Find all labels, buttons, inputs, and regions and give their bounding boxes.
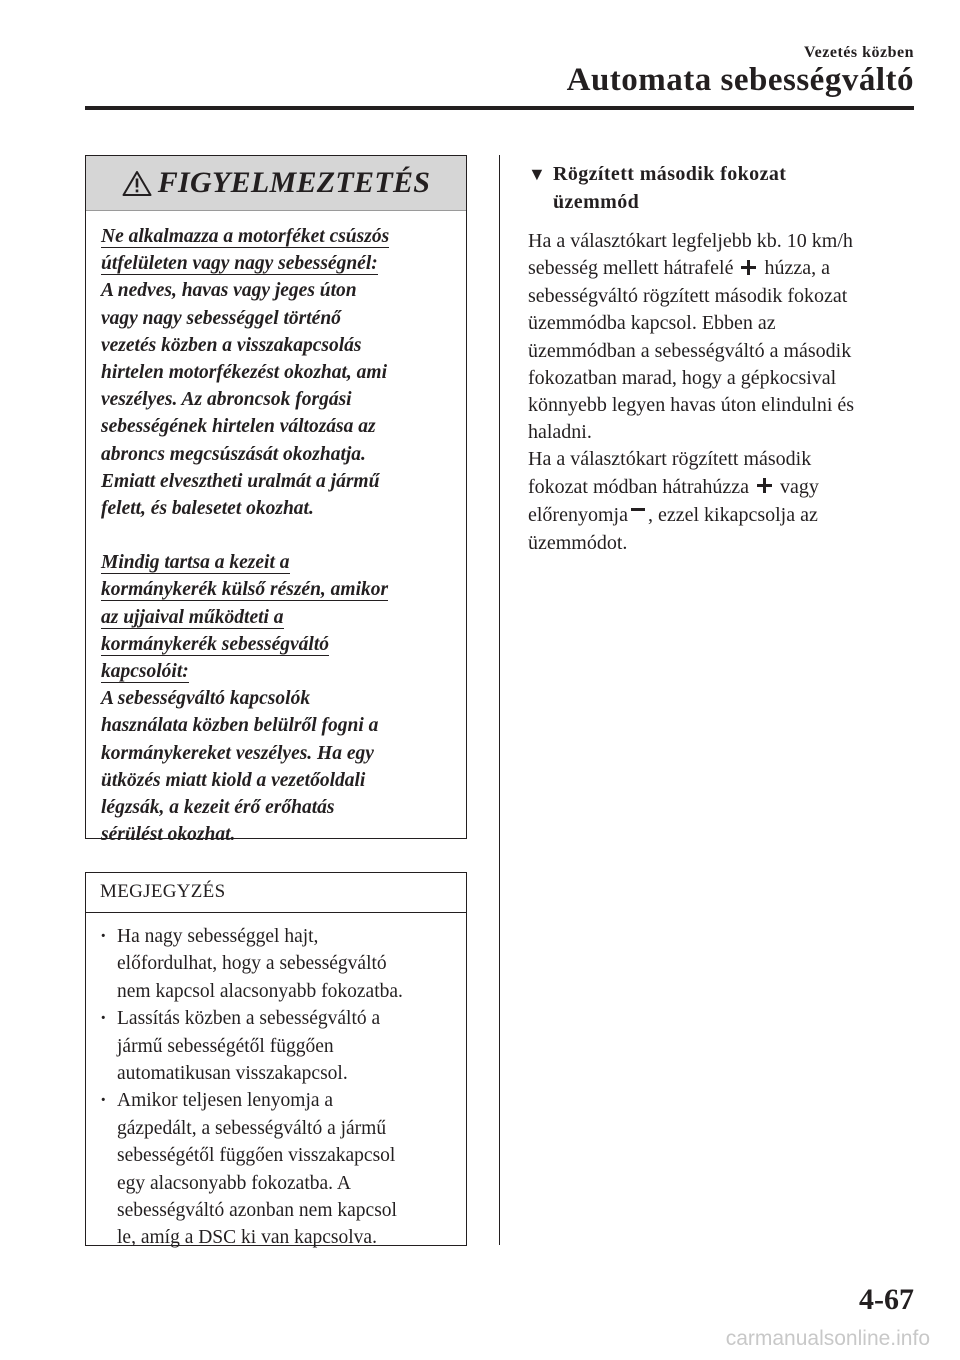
warning-text-1-line: vagy nagy sebességgel történő [101, 307, 341, 329]
text-line: húzza, a [764, 257, 830, 280]
note-line: nem kapcsol alacsonyabb fokozatba. [117, 980, 403, 1002]
warning-text-1-line: sebességének hirtelen változása az [101, 416, 376, 438]
header-section-label [804, 44, 914, 62]
plus-icon [757, 474, 772, 501]
warning-text-2-line: légzsák, a kezeit érő erőhatás [101, 797, 335, 819]
paragraph-1 [528, 228, 908, 446]
text-line: üzemmódot. [528, 531, 628, 554]
note-line: gázpedált, a sebességváltó a jármű [117, 1117, 387, 1139]
warning-heading-1-line: útfelületen vagy nagy sebességnél: [101, 253, 378, 275]
text-line: fokozat módban hátrahúzza [528, 475, 750, 498]
text-line: haladni. [528, 421, 592, 444]
text-line: fokozatban marad, hogy a gépkocsival [528, 366, 837, 389]
warning-title: FIGYELMEZTETÉS [157, 166, 431, 199]
note-item [100, 1005, 456, 1087]
warning-text-2-line: sérülést okozhat. [101, 824, 236, 846]
warning-heading-2-line: kormánykerék külső részén, amikor [101, 579, 389, 601]
body-text [528, 228, 908, 557]
text-line: üzemmódba kapcsol. Ebben az [528, 312, 776, 335]
bullet-icon: · [100, 926, 107, 947]
warning-heading-2-line: kormánykerék sebességváltó [101, 633, 330, 655]
triangle-down-icon: ▼ [528, 164, 547, 184]
text-line: könnyebb legyen havas úton elindulni és [528, 394, 855, 417]
bullet-icon: · [100, 1090, 107, 1112]
heading-line: Rögzített második fokozat [553, 163, 787, 185]
right-column [528, 160, 908, 557]
plus-icon [741, 256, 756, 283]
note-item [100, 923, 456, 1005]
text-line: , ezzel kikapcsolja az [647, 503, 818, 526]
paragraph-2 [528, 446, 908, 556]
warning-text-1-line: vezetés közben a visszakapcsolás [101, 334, 362, 356]
text-line: üzemmódban a sebességváltó a második [528, 339, 852, 362]
warning-box [85, 155, 467, 846]
warning-header [86, 156, 466, 211]
warning-text-1-line: Emiatt elvesztheti uralmát a jármű [101, 470, 380, 492]
warning-text-2-line: kormánykereket veszélyes. Ha egy [101, 742, 374, 764]
page-title: Automata sebességváltó [566, 62, 914, 98]
warning-text-1-line: veszélyes. Az abroncsok forgási [101, 389, 352, 411]
text-line: Ha a választókart legfeljebb kb. 10 km/h [528, 230, 853, 252]
bullet-icon: · [100, 1008, 107, 1030]
note-list [86, 913, 466, 1252]
warning-heading-2-line: kapcsolóit: [101, 661, 189, 683]
warning-heading-1 [101, 223, 452, 277]
note-line: előfordulhat, hogy a sebességváltó [117, 953, 387, 975]
note-title: MEGJEGYZÉS [86, 873, 466, 913]
note-line: le, amíg a DSC ki van kapcsolva. [117, 1227, 377, 1249]
note-line: egy alacsonyabb fokozatba. A [117, 1172, 351, 1194]
note-line: jármű sebességétől függően [117, 1035, 334, 1057]
warning-heading-1-line: Ne alkalmazza a motorféket csúszós [101, 226, 390, 247]
text-line: sebességváltó rögzített második fokozat [528, 285, 848, 308]
warning-text-1-line: A nedves, havas vagy jeges úton [101, 280, 357, 302]
text-line: vagy [780, 475, 819, 498]
warning-triangle-icon [122, 170, 152, 197]
warning-text-2-line: ütközés miatt kiold a vezetőoldali [101, 769, 366, 791]
warning-heading-2-line: Mindig tartsa a kezeit a [101, 552, 290, 574]
minus-icon [631, 502, 645, 529]
page-number: 4-67 [859, 1283, 914, 1316]
warning-body [86, 211, 466, 848]
warning-text-1-line: abroncs megcsúszását okozhatja. [101, 443, 366, 465]
section-name: Vezetés közben [804, 44, 914, 61]
note-line: sebességváltó azonban nem kapcsol [117, 1200, 397, 1222]
warning-text-2 [101, 685, 452, 848]
note-line: Lassítás közben a sebességváltó a [117, 1008, 381, 1030]
warning-heading-2 [101, 549, 452, 685]
note-item [100, 1087, 456, 1251]
text-line: Ha a választókart rögzített második [528, 448, 812, 471]
warning-text-2-line: használata közben belülről fogni a [101, 715, 379, 737]
warning-text-1 [101, 277, 452, 522]
note-line: automatikusan visszakapcsol. [117, 1063, 348, 1085]
note-line: Ha nagy sebességgel hajt, [117, 926, 319, 947]
column-divider [499, 155, 500, 1245]
text-line: sebesség mellett hátrafelé [528, 257, 734, 280]
text-line: előrenyomja [528, 503, 628, 526]
note-line: sebességétől függően visszakapcsol [117, 1145, 396, 1167]
warning-text-1-line: felett, és balesetet okozhat. [101, 498, 314, 520]
paragraph-gap [101, 522, 452, 549]
section-heading-text [553, 160, 786, 216]
note-box [85, 872, 467, 1249]
watermark: carmanualsonline.info [725, 1327, 930, 1350]
warning-text-1-line: hirtelen motorfékezést okozhat, ami [101, 362, 388, 384]
warning-heading-2-line: az ujjaival működteti a [101, 606, 284, 628]
note-line: Amikor teljesen lenyomja a [117, 1090, 334, 1112]
heading-line: üzemmód [553, 191, 640, 213]
section-heading [528, 160, 908, 216]
warning-text-2-line: A sebességváltó kapcsolók [101, 688, 311, 710]
header-divider [85, 106, 914, 110]
